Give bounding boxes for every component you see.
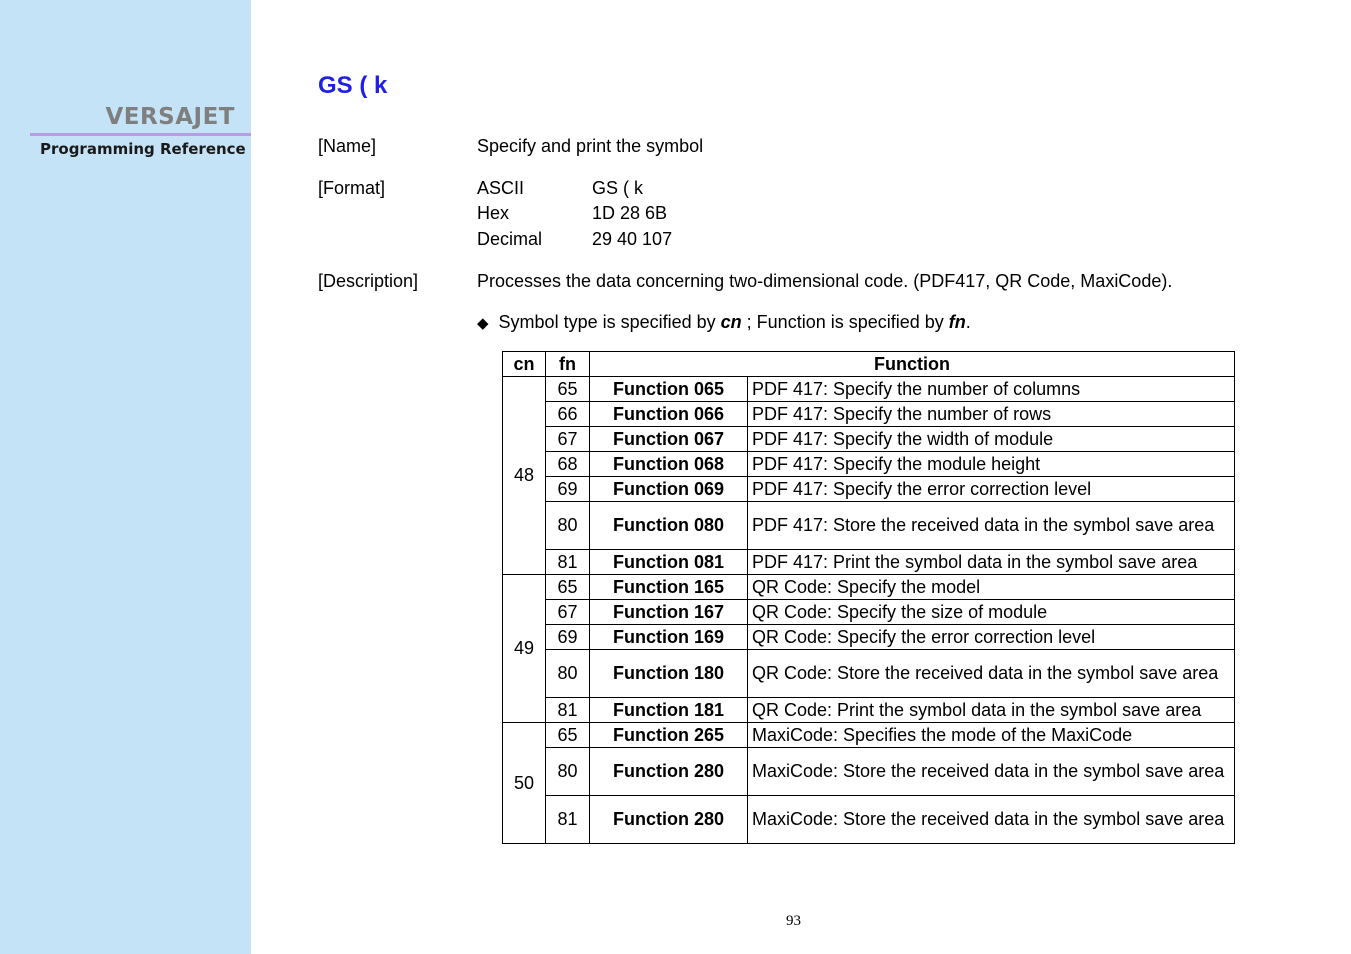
fn-cell: 65 bbox=[546, 575, 590, 600]
table-row bbox=[503, 550, 1235, 575]
brand-logo: VERSAJET bbox=[105, 104, 235, 130]
function-desc-cell: PDF 417: Specify the width of module bbox=[748, 427, 1235, 452]
table-row bbox=[503, 748, 1235, 796]
fn-cell: 66 bbox=[546, 402, 590, 427]
format-value-decimal: 29 40 107 bbox=[592, 229, 673, 249]
function-name-cell: Function 069 bbox=[590, 477, 748, 502]
fn-cell: 81 bbox=[546, 550, 590, 575]
table-row bbox=[503, 625, 1235, 650]
sidebar bbox=[0, 0, 251, 954]
table-row bbox=[503, 377, 1235, 402]
function-table bbox=[502, 351, 1235, 844]
function-name-cell: Function 169 bbox=[590, 625, 748, 650]
table-row bbox=[503, 600, 1235, 625]
bullet-text-2: ; Function is specified by bbox=[741, 312, 949, 332]
brand-divider bbox=[30, 133, 251, 136]
description-value: Processes the data concerning two-dimensional code. (PDF417, QR Code, MaxiCode). bbox=[477, 271, 1173, 291]
table-row bbox=[503, 427, 1235, 452]
function-desc-cell: QR Code: Specify the model bbox=[748, 575, 1235, 600]
format-value-hex: 1D 28 6B bbox=[592, 203, 668, 223]
fn-cell: 69 bbox=[546, 477, 590, 502]
fn-cell: 65 bbox=[546, 723, 590, 748]
name-value: Specify and print the symbol bbox=[477, 136, 704, 156]
function-name-cell: Function 068 bbox=[590, 452, 748, 477]
function-desc-cell: QR Code: Print the symbol data in the symbol save area bbox=[748, 698, 1235, 723]
format-key-hex: Hex bbox=[477, 203, 510, 223]
function-desc-cell: PDF 417: Print the symbol data in the symbol save area bbox=[748, 550, 1235, 575]
fn-cell: 80 bbox=[546, 748, 590, 796]
table-row bbox=[503, 698, 1235, 723]
table-row bbox=[503, 723, 1235, 748]
bullet-term-cn: cn bbox=[720, 312, 742, 332]
header-function: Function bbox=[590, 352, 1235, 377]
description-label: [Description] bbox=[318, 271, 419, 291]
format-value-ascii: GS ( k bbox=[592, 178, 644, 198]
cn-cell: 50 bbox=[503, 723, 546, 844]
function-name-cell: Function 067 bbox=[590, 427, 748, 452]
function-name-cell: Function 265 bbox=[590, 723, 748, 748]
fn-cell: 68 bbox=[546, 452, 590, 477]
bullet-text-1: Symbol type is specified by bbox=[498, 312, 721, 332]
table-row bbox=[503, 650, 1235, 698]
cn-cell: 49 bbox=[503, 575, 546, 723]
function-name-cell: Function 080 bbox=[590, 502, 748, 550]
function-name-cell: Function 280 bbox=[590, 796, 748, 844]
format-key-decimal: Decimal bbox=[477, 229, 543, 249]
diamond-bullet-icon: ◆ bbox=[477, 315, 489, 332]
function-desc-cell: QR Code: Store the received data in the symbol save area bbox=[748, 650, 1235, 698]
function-desc-cell: PDF 417: Specify the number of rows bbox=[748, 402, 1235, 427]
fn-cell: 80 bbox=[546, 650, 590, 698]
function-name-cell: Function 081 bbox=[590, 550, 748, 575]
fn-cell: 67 bbox=[546, 427, 590, 452]
fn-cell: 81 bbox=[546, 698, 590, 723]
function-desc-cell: PDF 417: Specify the error correction level bbox=[748, 477, 1235, 502]
function-desc-cell: MaxiCode: Store the received data in the symbol save area bbox=[748, 796, 1235, 844]
page-title: GS ( k bbox=[318, 72, 388, 99]
table-row bbox=[503, 502, 1235, 550]
function-desc-cell: MaxiCode: Store the received data in the symbol save area bbox=[748, 748, 1235, 796]
fn-cell: 65 bbox=[546, 377, 590, 402]
header-fn: fn bbox=[546, 352, 590, 377]
function-name-cell: Function 165 bbox=[590, 575, 748, 600]
function-name-cell: Function 180 bbox=[590, 650, 748, 698]
fn-cell: 69 bbox=[546, 625, 590, 650]
function-name-cell: Function 181 bbox=[590, 698, 748, 723]
sidebar-subtitle: Programming Reference bbox=[40, 140, 246, 158]
table-row bbox=[503, 796, 1235, 844]
function-desc-cell: QR Code: Specify the error correction level bbox=[748, 625, 1235, 650]
page-number: 93 bbox=[786, 913, 801, 929]
function-desc-cell: PDF 417: Specify the module height bbox=[748, 452, 1235, 477]
function-name-cell: Function 066 bbox=[590, 402, 748, 427]
bullet-text-3: . bbox=[965, 312, 971, 332]
bullet-note bbox=[477, 312, 971, 333]
header-cn: cn bbox=[503, 352, 546, 377]
function-desc-cell: PDF 417: Specify the number of columns bbox=[748, 377, 1235, 402]
cn-cell: 48 bbox=[503, 377, 546, 575]
fn-cell: 81 bbox=[546, 796, 590, 844]
table-row bbox=[503, 452, 1235, 477]
table-row bbox=[503, 402, 1235, 427]
fn-cell: 80 bbox=[546, 502, 590, 550]
fn-cell: 67 bbox=[546, 600, 590, 625]
name-label: [Name] bbox=[318, 136, 377, 156]
function-desc-cell: PDF 417: Store the received data in the symbol save area bbox=[748, 502, 1235, 550]
table-row bbox=[503, 477, 1235, 502]
table-row bbox=[503, 575, 1235, 600]
format-key-ascii: ASCII bbox=[477, 178, 525, 198]
function-desc-cell: QR Code: Specify the size of module bbox=[748, 600, 1235, 625]
format-label: [Format] bbox=[318, 178, 386, 198]
function-name-cell: Function 065 bbox=[590, 377, 748, 402]
function-name-cell: Function 280 bbox=[590, 748, 748, 796]
function-name-cell: Function 167 bbox=[590, 600, 748, 625]
bullet-term-fn: fn bbox=[948, 312, 966, 332]
table-header-row bbox=[503, 352, 1235, 377]
function-desc-cell: MaxiCode: Specifies the mode of the MaxiCode bbox=[748, 723, 1235, 748]
